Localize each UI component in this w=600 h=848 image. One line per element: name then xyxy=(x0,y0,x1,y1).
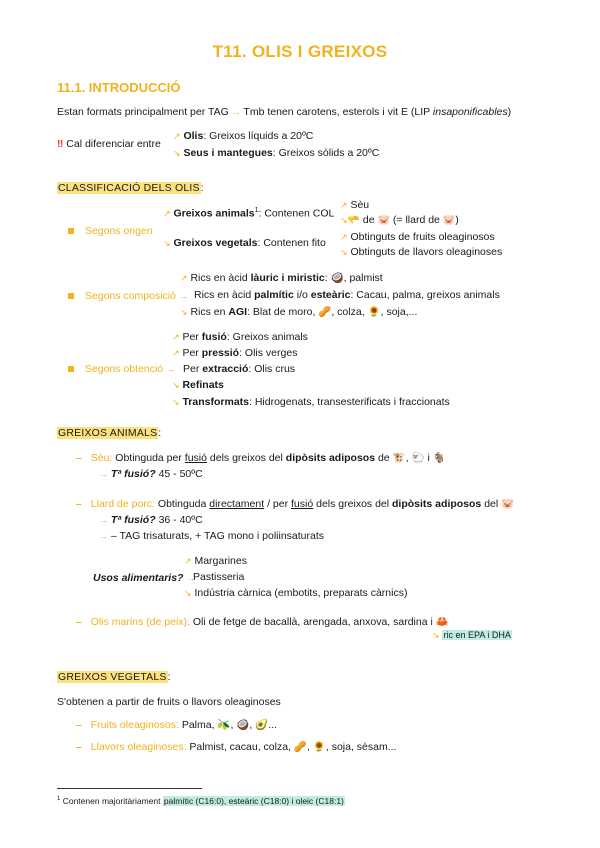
l1-c: : 🥥, palmist xyxy=(324,272,383,284)
obtencio-pressio xyxy=(172,347,297,359)
dash-bullet-icon: – xyxy=(76,616,82,628)
f2-a: Per xyxy=(182,347,199,359)
classif-heading-text: CLASSIFICACIÓ DELS OLIS xyxy=(58,182,200,194)
footnote-highlight: palmític (C16:0), esteàric (C18:0) i oleic (C18:1) xyxy=(163,796,344,806)
f4: Refinats xyxy=(182,379,224,391)
fruits-line xyxy=(340,231,495,243)
vegetals-text: : Contenen fito xyxy=(257,237,326,249)
marins-item xyxy=(76,615,449,628)
exclamation-icon: ‼ xyxy=(57,138,64,150)
seu-text: Sèu xyxy=(350,199,370,211)
square-bullet-icon xyxy=(68,366,74,372)
obtencio-label: Segons obtenció xyxy=(84,363,164,375)
arrow-down-right-icon: ↘ xyxy=(340,247,348,257)
pig-icon: 🐷 xyxy=(442,215,456,226)
footnote xyxy=(57,796,345,806)
heading-colon: : xyxy=(200,182,204,194)
square-bullet-icon xyxy=(68,293,74,299)
arrow-up-right-icon: ↗ xyxy=(340,200,348,210)
dash-bullet-icon: – xyxy=(76,719,82,731)
formats-text-b: Tmb tenen carotens, esterols i vit E (LIP xyxy=(243,106,430,118)
animals-heading-text: GREIXOS ANIMALS xyxy=(58,427,158,439)
seu-bold: dipòsits adiposos xyxy=(285,452,376,464)
arrow-down-right-icon: ↘ xyxy=(184,588,192,598)
tf-value: 45 - 50ºC xyxy=(158,468,203,480)
section-heading-animals xyxy=(57,427,161,439)
seu-label: Sèu: xyxy=(90,452,113,464)
marins-label: Olis marins (de peix): xyxy=(90,616,190,628)
footnote-ref: 1 xyxy=(254,207,259,214)
llard-bold: dipòsits adiposos xyxy=(392,498,482,510)
fruits-item xyxy=(76,718,277,731)
origen-row xyxy=(68,225,153,237)
usos1-text: Margarines xyxy=(194,555,247,567)
l2-a: Rics en àcid xyxy=(194,289,252,301)
obtencio-row xyxy=(68,363,175,375)
llard-end: ) xyxy=(455,214,459,226)
footnote-text: Contenen majoritàriament xyxy=(62,796,161,806)
arrow-up-right-icon: ↗ xyxy=(180,273,188,283)
arrow-right-icon: → xyxy=(186,573,196,583)
de-line xyxy=(340,214,459,226)
arrow-down-right-icon: ↘ xyxy=(432,630,440,640)
llard-b: / per xyxy=(267,498,289,510)
dash-bullet-icon: – xyxy=(76,498,82,510)
greixos-vegetals-line xyxy=(163,237,326,249)
obtencio-refinats xyxy=(172,379,224,391)
arrow-up-right-icon: ↗ xyxy=(163,208,171,219)
arrow-right-icon: → xyxy=(99,531,108,541)
square-bullet-icon xyxy=(68,228,74,234)
seu-a: Obtinguda per xyxy=(115,452,182,464)
dash-bullet-icon: – xyxy=(76,741,82,753)
usos-1 xyxy=(184,555,247,567)
obtencio-extraccio xyxy=(183,363,295,375)
section-heading-classificacio xyxy=(57,182,204,194)
composicio-line-3 xyxy=(180,305,417,318)
arrow-right-icon: → xyxy=(99,515,108,525)
usos-label-text: Usos alimentaris? xyxy=(93,572,184,584)
olis-definition xyxy=(173,130,313,142)
llavors-text: Obtinguts de llavors oleaginoses xyxy=(350,246,503,258)
arrow-down-right-icon: ↘ xyxy=(340,215,348,225)
l2-e: : Cacau, palma, greixos animals xyxy=(350,289,500,301)
usos3-text: Indústria càrnica (embotits, preparats càrnics) xyxy=(194,587,408,599)
fruits-text: Obtinguts de fruits oleaginosos xyxy=(350,231,495,243)
f3-b: extracció xyxy=(202,363,249,375)
l2-b: palmític xyxy=(254,289,294,301)
seus-text: : Greixos sòlids a 20ºC xyxy=(272,147,380,159)
llavors-item xyxy=(76,740,396,753)
page-title: T11. OLIS I GREIXOS xyxy=(212,42,388,61)
fruits-label: Fruits oleaginosos: xyxy=(90,719,179,731)
seu-u: fusió xyxy=(184,452,207,464)
footnote-divider xyxy=(57,788,202,789)
arrow-right-icon: → xyxy=(178,291,188,301)
dash-bullet-icon: – xyxy=(76,452,82,464)
formats-text-a: Estan formats principalment per TAG xyxy=(57,106,229,118)
arrow-up-right-icon: ↗ xyxy=(184,556,192,566)
heading-colon: : xyxy=(167,671,171,683)
l2-c: i/o xyxy=(296,289,308,301)
l1-b: làuric i miristic xyxy=(250,272,325,284)
f2-b: pressió xyxy=(201,347,240,359)
usos-3 xyxy=(184,587,407,599)
composicio-line-1 xyxy=(180,271,383,284)
llard-tag xyxy=(99,530,324,542)
tf-label: Tª fusió? xyxy=(110,468,156,480)
l1-a: Rics en àcid xyxy=(190,272,248,284)
seu-item xyxy=(76,451,446,464)
seu-c: de 🐮, 🐑 i 🐐 xyxy=(377,452,446,464)
l3-b: AGI xyxy=(228,306,248,318)
arrow-right-icon: → xyxy=(99,469,108,479)
section-heading-vegetals xyxy=(57,671,171,683)
hand-icon: 🫳 xyxy=(347,215,360,226)
obtencio-fusio xyxy=(172,331,308,343)
llard-text: (= llard de xyxy=(392,214,440,226)
olis-text: : Greixos líquids a 20ºC xyxy=(203,130,314,142)
l3-c: : Blat de moro, 🥜, colza, 🌻, soja,... xyxy=(247,306,418,318)
tf-value: 36 - 40ºC xyxy=(158,514,203,526)
f2-c: : Olis verges xyxy=(239,347,298,359)
arrow-right-icon: → xyxy=(231,107,241,117)
usos-2 xyxy=(193,571,244,583)
marins-note-text: ric en EPA i DHA xyxy=(443,630,511,640)
arrow-down-right-icon: ↘ xyxy=(172,380,180,390)
f1-c: : Greixos animals xyxy=(226,331,308,343)
composicio-row xyxy=(68,290,188,302)
tag-text: – TAG trisaturats, + TAG mono i poliinsaturats xyxy=(110,530,325,542)
arrow-down-right-icon: ↘ xyxy=(173,148,181,158)
llavors-label: Llavors oleaginoses: xyxy=(90,741,187,753)
f3-c: : Olis crus xyxy=(248,363,296,375)
origen-label: Segons origen xyxy=(84,225,153,237)
llavors-line xyxy=(340,246,502,258)
vegetals-label: Greixos vegetals xyxy=(173,237,258,249)
llard-a: Obtinguda xyxy=(157,498,207,510)
f1-b: fusió xyxy=(201,331,227,343)
f5-b: : Hidrogenats, transesterificats i fraccionats xyxy=(249,396,450,408)
l3-a: Rics en xyxy=(190,306,226,318)
seus-definition xyxy=(173,147,379,159)
llavors-text: Palmist, cacau, colza, 🥜, 🌻, soja, sèsam... xyxy=(189,741,397,753)
llard-tfusio xyxy=(99,514,203,526)
f1-a: Per xyxy=(182,331,199,343)
arrow-up-right-icon: ↗ xyxy=(340,232,348,242)
arrow-down-right-icon: ↘ xyxy=(180,307,188,317)
arrow-right-icon: → xyxy=(166,364,176,374)
llard-item xyxy=(76,497,514,510)
llard-u2: fusió xyxy=(291,498,314,510)
usos2-text: Pastisseria xyxy=(193,571,245,583)
vegetals-intro: S'obtenen a partir de fruits o llavors oleaginoses xyxy=(57,696,281,708)
seus-label: Seus i mantegues xyxy=(183,147,273,159)
animals-label: Greixos animals xyxy=(173,207,255,220)
l2-d: esteàric xyxy=(310,289,351,301)
greixos-animals-line xyxy=(163,207,334,220)
seu-b: dels greixos del xyxy=(209,452,283,464)
formats-text-c: ) xyxy=(507,106,512,118)
section-heading-intro: 11.1. INTRODUCCIÓ xyxy=(57,80,181,95)
arrow-up-right-icon: ↗ xyxy=(172,348,180,358)
formats-italic: insaponificables xyxy=(432,106,508,118)
llard-u1: directament xyxy=(209,498,265,510)
de-text: de xyxy=(362,214,375,226)
animals-text: : Contenen COL xyxy=(258,207,335,220)
arrow-down-right-icon: ↘ xyxy=(172,397,180,407)
llard-d: del 🐷 xyxy=(484,498,515,510)
fruits-text: Palma, 🫒, 🥥, 🥑... xyxy=(181,719,278,731)
diferenciar-label xyxy=(57,138,161,150)
heading-colon: : xyxy=(158,427,162,439)
diferenciar-text: Cal diferenciar entre xyxy=(66,138,161,150)
tf-label: Tª fusió? xyxy=(110,514,156,526)
vegetals-heading-text: GREIXOS VEGETALS xyxy=(58,671,167,683)
f3-a: Per xyxy=(183,363,200,375)
marins-note xyxy=(432,629,512,641)
pig-icon: 🐷 xyxy=(377,215,390,226)
arrow-up-right-icon: ↗ xyxy=(172,332,180,342)
intro-formats xyxy=(57,106,511,118)
composicio-line-2 xyxy=(194,289,500,301)
usos-label xyxy=(93,572,195,584)
composicio-label: Segons composició xyxy=(84,290,176,302)
arrow-up-right-icon: ↗ xyxy=(173,131,181,141)
marins-text: Oli de fetge de bacallà, arengada, anxova, sardina i 🦀 xyxy=(192,616,449,628)
obtencio-transformats xyxy=(172,396,450,408)
seu-tfusio xyxy=(99,468,203,480)
seu-line xyxy=(340,199,369,211)
llard-c: dels greixos del xyxy=(316,498,390,510)
f5-a: Transformats xyxy=(182,396,249,408)
arrow-down-right-icon: ↘ xyxy=(163,238,171,248)
footnote-sup: 1 xyxy=(57,796,61,803)
olis-label: Olis xyxy=(183,130,204,142)
llard-label: Llard de porc: xyxy=(90,498,155,510)
